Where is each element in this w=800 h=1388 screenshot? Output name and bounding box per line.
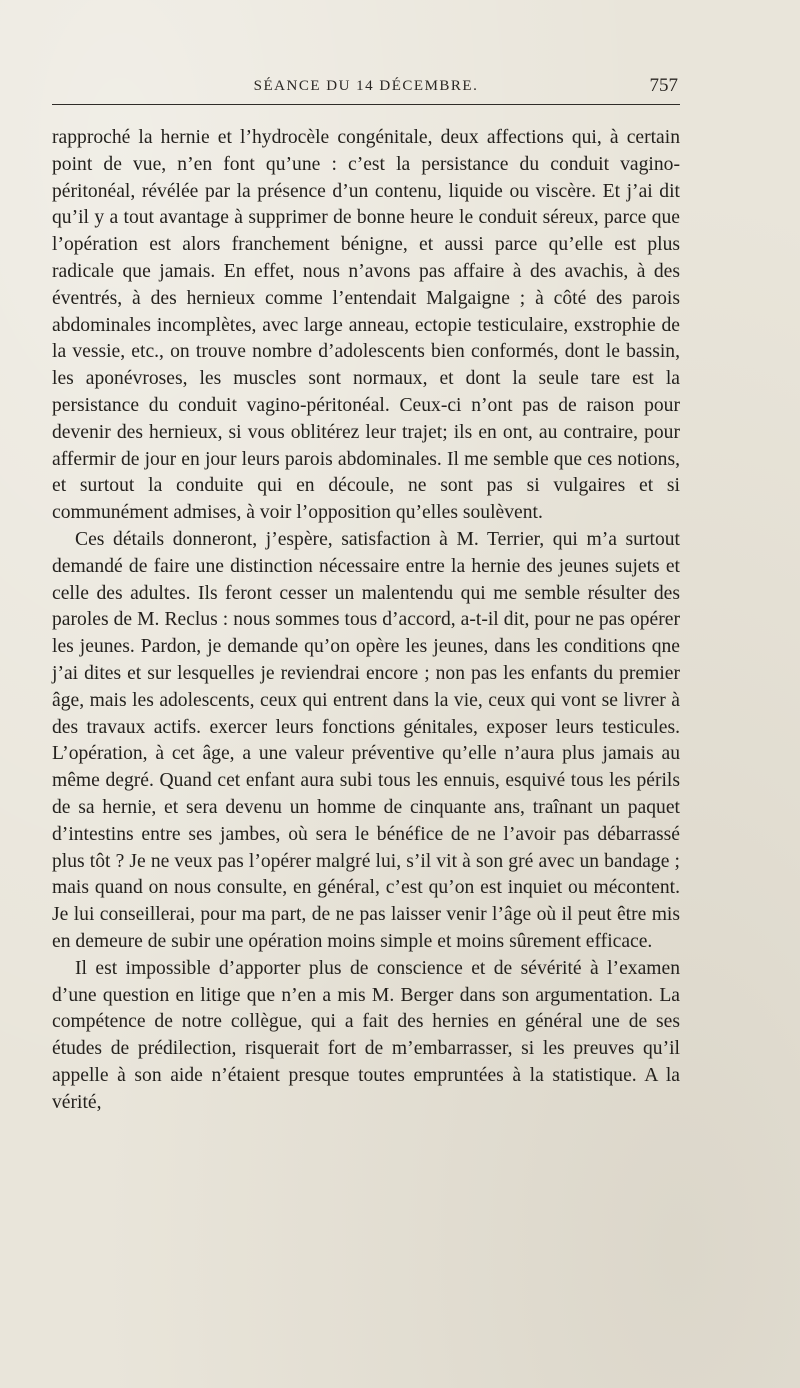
body-text (52, 125, 680, 1116)
paragraph-3: Il est impossible d’apporter plus de conscience et de sévérité à l’examen d’une question en litige que n’en a mis M. Berger dans son argumentation. La compétence de notre collègue, qui a fait des hernies en général une de ses études de prédilection, risquerait fort de m’embarrasser, si les preuves qu’il appelle à son aide n’étaient presque toutes empruntées à la statistique. A la vérité, (52, 957, 680, 1113)
running-title: SÉANCE DU 14 DÉCEMBRE. (253, 78, 479, 94)
header-rule (52, 104, 680, 105)
page-number: 757 (649, 75, 678, 96)
paragraph-1: rapproché la hernie et l’hydrocèle congénitale, deux affections qui, à certain point de vue, n’en font qu’une : c’est la persistance du conduit vagino-péritonéal, révélée par la présence d’un contenu, liquide ou viscère. Et j’ai dit qu’il y a tout avantage à supprimer de bonne heure le conduit séreux, parce que l’opération est alors franchement bénigne, et aussi parce qu’elle est plus radicale que jamais. En effet, nous n’avons pas affaire à des avachis, à des éventrés, à des hernieux comme l’entendait Malgaigne ; à côté des parois abdominales incomplètes, avec large anneau, ectopie testiculaire, exstrophie de la vessie, etc., on trouve nombre d’adolescents bien conformés, dont le bassin, les aponévroses, les muscles sont normaux, et dont la seule tare est la persistance du conduit vagino-péritonéal. Ceux-ci n’ont pas de raison pour devenir des hernieux, si vous oblitérez leur trajet; ils en ont, au contraire, pour affermir de jour en jour leurs parois abdominales. Il me semble que ces notions, et surtout la conduite qui en découle, ne sont pas si vulgaires et si communément admises, à voir l’opposition qu’elles soulèvent. (52, 127, 680, 524)
paragraph-2: Ces détails donneront, j’espère, satisfaction à M. Terrier, qui m’a surtout demandé de faire une distinction nécessaire entre la hernie des jeunes sujets et celle des adultes. Ils feront cesser un malentendu qui me semble résulter des paroles de M. Reclus : nous sommes tous d’accord, a-t-il dit, pour ne pas opérer les jeunes. Pardon, je demande qu’on opère les jeunes, dans les conditions qne j’ai dites et sur lesquelles je reviendrai encore ; non pas les enfants du premier âge, mais les adolescents, ceux qui entrent dans la vie, ceux qui vont se livrer à des travaux actifs. exercer leurs fonctions génitales, exposer leurs testicules. L’opération, à cet âge, a une valeur préventive qu’elle n’aura plus jamais au même degré. Quand cet enfant aura subi tous les ennuis, esquivé tous les périls de sa hernie, et sera devenu un homme de cinquante ans, traînant un paquet d’intestins entre ses jambes, où sera le bénéfice de ne l’avoir pas débarrassé plus tôt ? Je ne veux pas l’opérer malgré lui, s’il vit à son gré avec un bandage ; mais quand on nous consulte, en général, c’est qu’on est inquiet ou mécontent. Je lui conseillerai, pour ma part, de ne pas laisser venir l’âge où il peut être mis en demeure de subir une opération moins simple et moins sûrement efficace. (52, 528, 680, 952)
page-header (52, 74, 680, 98)
